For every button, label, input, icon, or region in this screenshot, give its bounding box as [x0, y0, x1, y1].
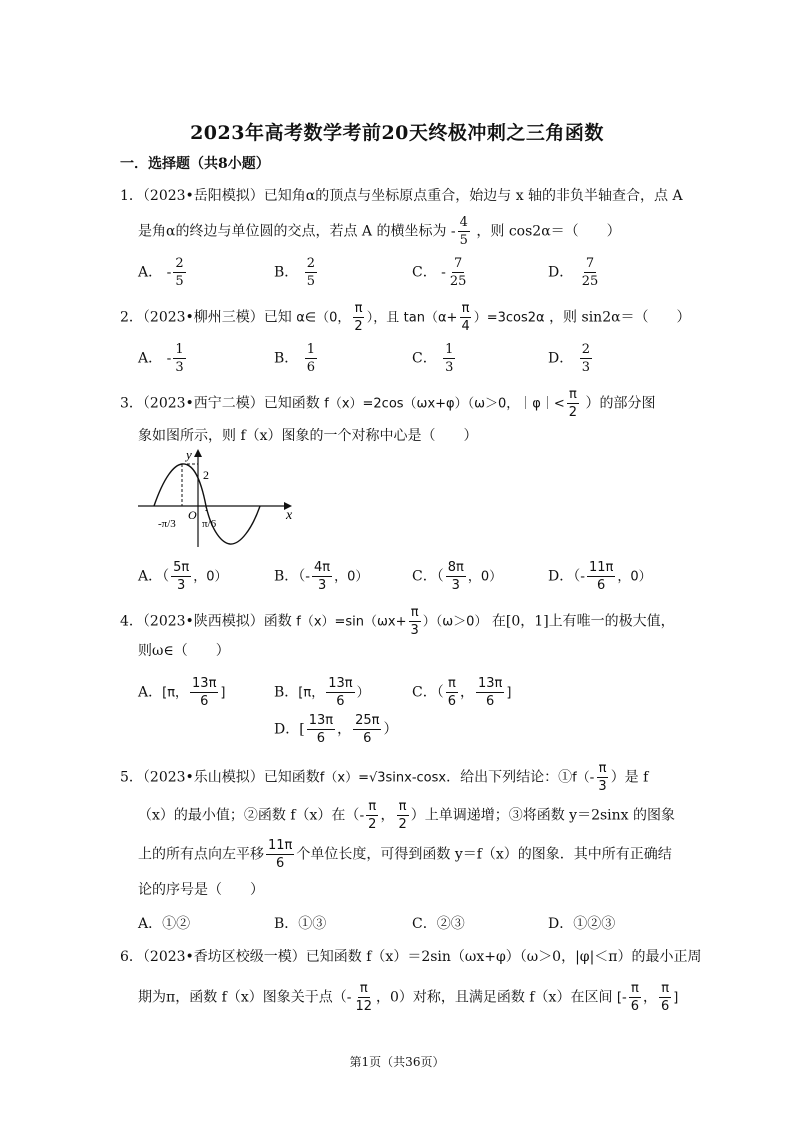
right-tick-label: π/6 — [202, 518, 217, 530]
q5-option-b: B．①③ — [274, 916, 327, 932]
q4-option-d: D．[ $\frac{13\pi}{6}$ ， $\frac{25\pi}{6}$ ） — [274, 713, 398, 746]
q5-option-d: D．①②③ — [548, 916, 616, 932]
left-tick-label: -π/3 — [158, 518, 176, 530]
q2-option-c: C． $\frac{1}{3}$ — [412, 342, 454, 375]
q2-option-a: A． - $\frac{1}{3}$ — [138, 342, 184, 375]
q2-line1: 2．（2023•柳州三模）已知 α∈（0， $\frac{\pi}{2}$ ），且 tan（α+ $\frac{\pi}{4}$ ）=3cos2α ，则 sin2α＝（ ） — [120, 301, 691, 334]
q5-option-c: C．②③ — [412, 916, 465, 932]
q4-line2: 则ω∈（ ） — [138, 643, 230, 659]
q5-line2: （x）的最小值；②函数 f（x）在（- $\frac{\pi}{2}$ ， $\frac{\pi}{2}$ ）上单调递增；③将函数 y＝2sinx 的图象 — [138, 799, 676, 832]
q3-option-a: A．（ $\frac{5\pi}{3}$ ，0） — [138, 560, 228, 593]
section-heading: 一．选择题（共8小题） — [120, 156, 270, 172]
q2-option-d: D． $\frac{2}{3}$ — [548, 342, 590, 375]
q4-option-c: C．（ $\frac{\pi}{6}$ ， $\frac{13\pi}{6}$ ] — [412, 676, 512, 709]
q5-option-a: A．①② — [138, 916, 191, 932]
q6-line1: 6．（2023•香坊区校级一模）已知函数 f（x）＝2sin（ωx+φ）（ω＞0，|φ|＜π）的最小正周 — [120, 949, 702, 965]
q3-function-graph — [134, 447, 304, 557]
q4-option-a: A．[π， $\frac{13\pi}{6}$ ] — [138, 676, 226, 709]
page-footer: 第1页（共36页） — [349, 1055, 445, 1069]
q3-option-c: C．（ $\frac{8\pi}{3}$ ，0） — [412, 560, 503, 593]
q2-option-b: B． $\frac{1}{6}$ — [274, 342, 316, 375]
q3-option-d: D．（- $\frac{11\pi}{6}$ ，0） — [548, 560, 652, 593]
q1-option-b: B． $\frac{2}{5}$ — [274, 256, 316, 289]
q1-line1: 1．（2023•岳阳模拟）已知角α的顶点与坐标原点重合，始边与 x 轴的非负半轴查合，点 A — [120, 188, 683, 204]
q1-option-d: D． $\frac{7}{25}$ — [548, 256, 599, 289]
q5-line1: 5．（2023•乐山模拟）已知函数f（x）=√3sinx-cosx．给出下列结论：①f（- $\frac{\pi}{3}$ ）是 f — [120, 761, 649, 794]
q1-option-a: A． - $\frac{2}{5}$ — [138, 256, 184, 289]
q3-line1: 3．（2023•西宁二模）已知函数 f（x）=2cos（ωx+φ）（ω＞0，｜φ｜< $\frac{\pi}{2}$ ）的部分图 — [120, 387, 656, 420]
q3-line2: 象如图所示，则 f（x）图象的一个对称中心是（ ） — [138, 428, 478, 444]
q1-option-c: C． - $\frac{7}{25}$ — [412, 256, 467, 289]
y-axis-label: y — [186, 447, 192, 462]
q4-option-b: B．[π， $\frac{13\pi}{6}$ ） — [274, 676, 370, 709]
q4-line1: 4．（2023•陕西模拟）函数 f（x）=sin（ωx+ $\frac{\pi}{3}$ ）（ω＞0） 在[0，1]上有唯一的极大值， — [120, 605, 675, 638]
page-title: 2023年高考数学考前20天终极冲刺之三角函数 — [190, 122, 604, 144]
x-axis-label: x — [286, 508, 293, 523]
q6-line2: 期为π，函数 f（x）图象关于点（- $\frac{\pi}{12}$ ，0）对称，且满足函数 f（x）在区间 [- $\frac{\pi}{6}$ ， $\frac{\pi}{6}$ ] — [138, 981, 679, 1014]
q5-line3: 上的所有点向左平移 $\frac{11\pi}{6}$ 个单位长度，可得到函数 y＝f（x）的图象．其中所有正确结 — [138, 838, 672, 871]
q1-line2: 是角α的终边与单位圆的交点，若点 A 的横坐标为 - $\frac{4}{5}$ ，则 cos2α＝（ ） — [138, 215, 621, 248]
y-axis-arrow — [194, 449, 202, 457]
origin-label: O — [188, 508, 197, 522]
y-tick-label: 2 — [203, 468, 209, 482]
q3-option-b: B．（- $\frac{4\pi}{3}$ ，0） — [274, 560, 369, 593]
q5-line4: 论的序号是（ ） — [138, 882, 264, 898]
